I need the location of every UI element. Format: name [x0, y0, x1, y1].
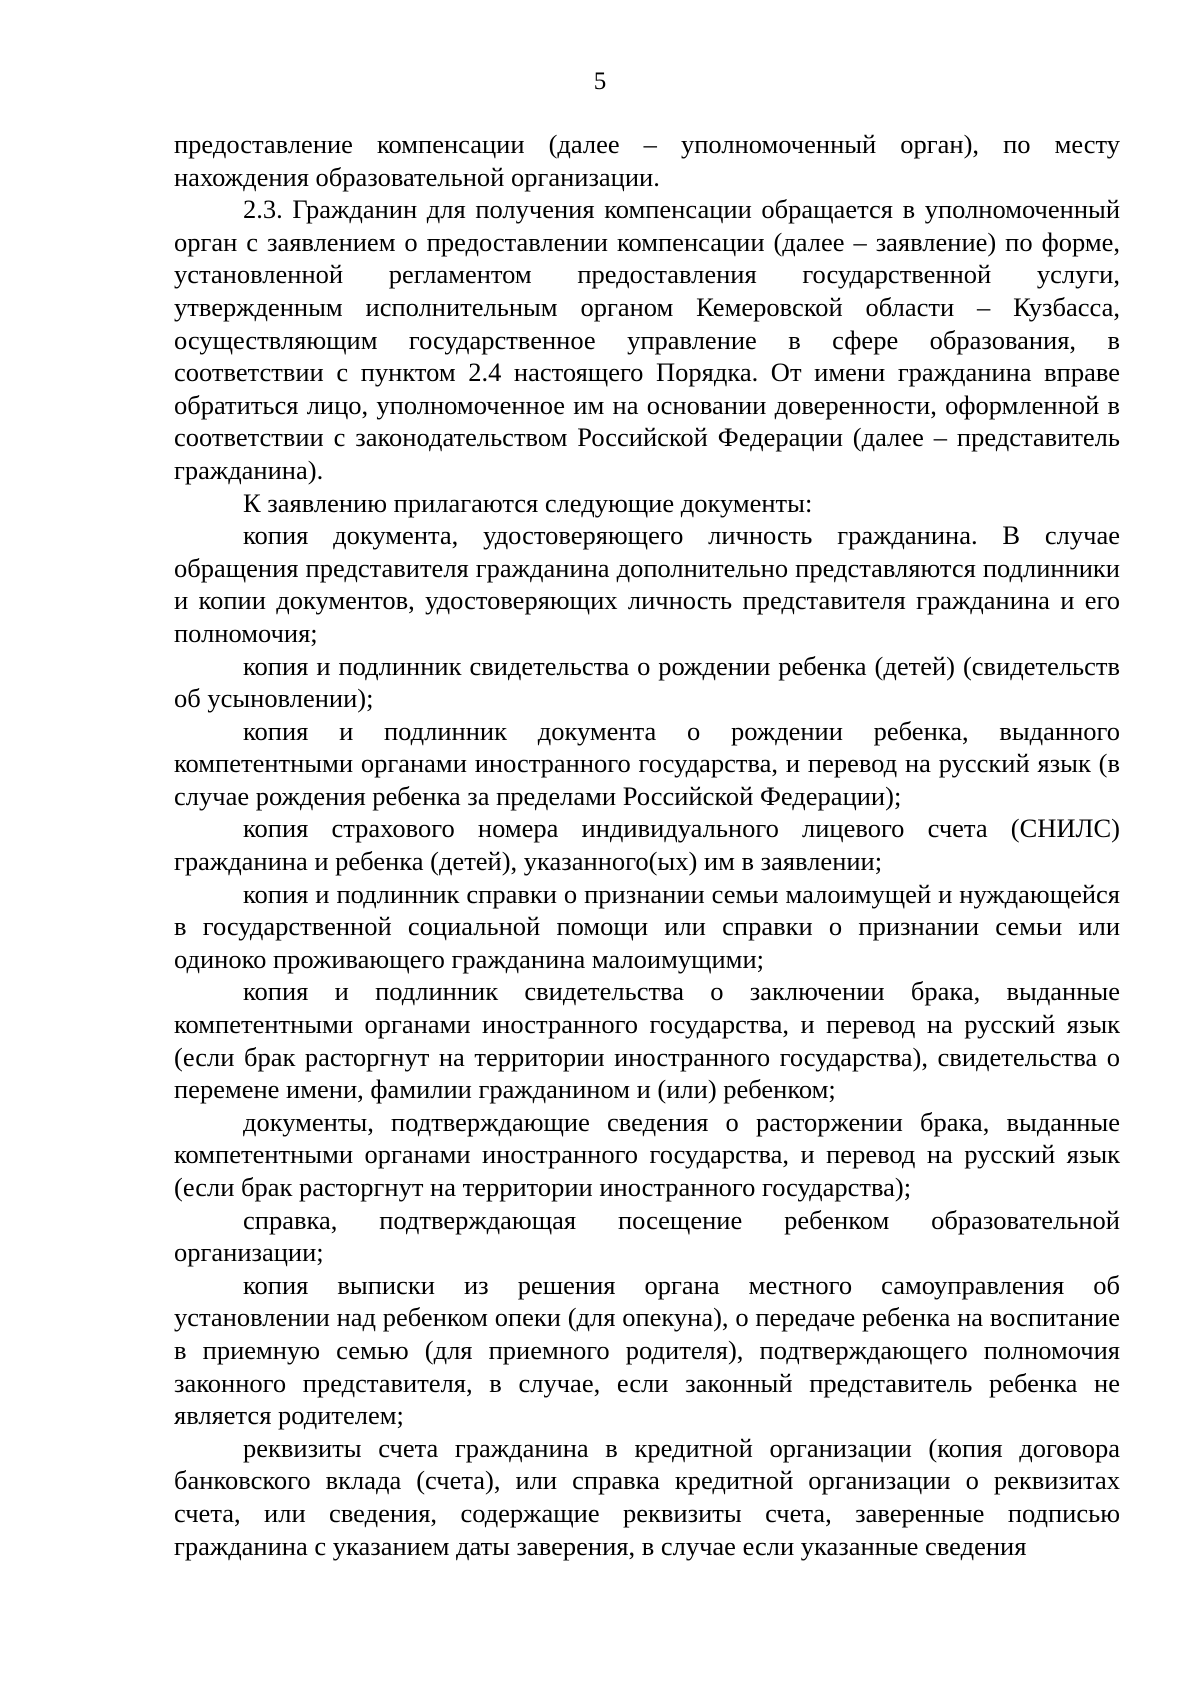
paragraph-documents-intro: К заявлению прилагаются следующие документы:	[243, 487, 813, 518]
list-item-guardianship-extract: копия выписки из решения органа местного самоуправления об установлении над ребенком опеки (для опекуна), о передаче ребенка на воспитание в приемную семью (для приемного родителя), подтверждающего полномочия законного представителя, в случае, если законный представитель ребенка не является родителем;	[174, 1269, 1120, 1431]
list-item-snils: копия страхового номера индивидуального лицевого счета (СНИЛС) гражданина и ребенка (детей), указанного(ых) им в заявлении;	[174, 813, 1120, 877]
list-item-bank-account-details: реквизиты счета гражданина в кредитной организации (копия договора банковского вклада (счета), или справка кредитной организации о реквизитах счета, или сведения, содержащие реквизиты счета, заверенные подписью гражданина с указанием даты заверения, в случае если указанные сведения	[174, 1432, 1120, 1561]
page-number: 5	[593, 68, 607, 95]
list-item-birth-certificate: копия и подлинник свидетельства о рождении ребенка (детей) (свидетельств об усыновлении);	[174, 650, 1120, 714]
paragraph-clause-2-3: 2.3. Гражданин для получения компенсации обращается в уполномоченный орган с заявлением о предоставлении компенсации (далее – заявление) по форме, установленной регламентом предоставления государственной услуги, утвержденным исполнительным органом Кемеровской области – Кузбасса, осуществляющим государственное управление в сфере образования, в соответствии с пунктом 2.4 настоящего Порядка. От имени гражданина вправе обратиться лицо, уполномоченное им на основании доверенности, оформленной в соответствии с законодательством Российской Федерации (далее – представитель гражданина).	[174, 194, 1120, 485]
paragraph-continuation: предоставление компенсации (далее – уполномоченный орган), по месту нахождения образовательной организации.	[174, 129, 1120, 192]
list-item-marriage-certificate: копия и подлинник свидетельства о заключении брака, выданные компетентными органами иностранного государства, и перевод на русский язык (если брак расторгнут на территории иностранного государства), свидетельства о перемене имени, фамилии гражданином и (или) ребенком;	[174, 976, 1120, 1105]
list-item-identity-document: копия документа, удостоверяющего личность гражданина. В случае обращения представителя гражданина дополнительно представляются подлинники и копии документов, удостоверяющих личность представителя гражданина и его полномочия;	[174, 520, 1120, 648]
list-item-foreign-birth-document: копия и подлинник документа о рождении ребенка, выданного компетентными органами иностранного государства, и перевод на русский язык (в случае рождения ребенка за пределами Российской Федерации);	[174, 715, 1120, 811]
list-item-divorce-documents: документы, подтверждающие сведения о расторжении брака, выданные компетентными органами иностранного государства, и перевод на русский язык (если брак расторгнут на территории иностранного государства);	[174, 1106, 1120, 1202]
list-item-attendance-certificate: справка, подтверждающая посещение ребенком образовательной организации;	[174, 1204, 1120, 1268]
list-item-low-income-certificate: копия и подлинник справки о признании семьи малоимущей и нуждающейся в государственной социальной помощи или справки о признании семьи или одиноко проживающего гражданина малоимущими;	[174, 878, 1120, 974]
document-body	[174, 128, 1120, 1562]
